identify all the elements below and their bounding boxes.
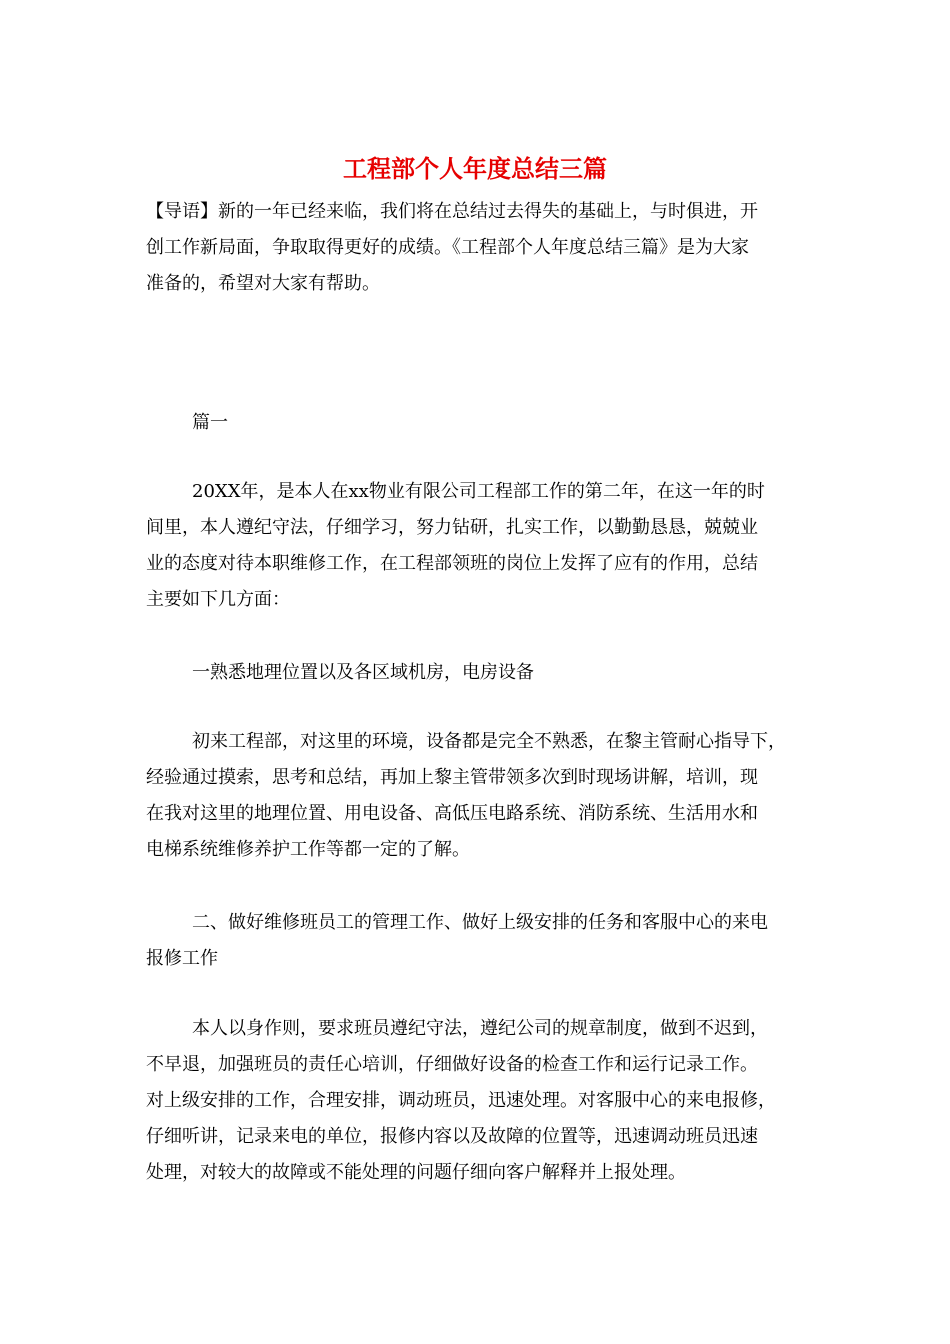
section-label [146,405,806,441]
intro-line: 【导语】新的一年已经来临，我们将在总结过去得失的基础上，与时俱进，开 [146,201,758,222]
paragraph-line: 间里，本人遵纪守法，仔细学习，努力钻研，扎实工作，以勤勤恳恳，兢兢业 [146,517,758,538]
intro-line: 准备的，希望对大家有帮助。 [146,273,380,294]
intro-paragraph [146,194,806,302]
paragraph-line: 主要如下几方面： [146,589,290,610]
paragraph-line: 不早退，加强班员的责任心培训，仔细做好设备的检查工作和运行记录工作。 [146,1054,758,1075]
paragraph-line: 业的态度对待本职维修工作，在工程部领班的岗位上发挥了应有的作用，总结 [146,553,758,574]
paragraph-line: 仔细听讲，记录来电的单位，报修内容以及故障的位置等，迅速调动班员迅速 [146,1126,758,1147]
paragraph-3 [146,724,806,868]
paragraph-1 [146,474,806,618]
paragraph-line: 经验通过摸索，思考和总结，再加上黎主管带领多次到时现场讲解，培训，现 [146,767,758,788]
paragraph-line: 本人以身作则，要求班员遵纪守法，遵纪公司的规章制度，做到不迟到， [192,1018,768,1039]
paragraph-line: 对上级安排的工作，合理安排，调动班员，迅速处理。对客服中心的来电报修， [146,1090,776,1111]
paragraph-line: 初来工程部，对这里的环境，设备都是完全不熟悉，在黎主管耐心指导下， [192,731,786,752]
intro-line: 创工作新局面，争取取得更好的成绩。《工程部个人年度总结三篇》是为大家 [146,237,749,258]
paragraph-line: 20XX年，是本人在xx物业有限公司工程部工作的第二年，在这一年的时 [192,481,765,502]
paragraph-5 [146,1011,806,1191]
paragraph-line: 报修工作 [146,948,218,969]
paragraph-line: 处理，对较大的故障或不能处理的问题仔细向客户解释并上报处理。 [146,1162,686,1183]
paragraph-line: 一熟悉地理位置以及各区域机房，电房设备 [192,662,534,683]
paragraph-2 [146,655,806,691]
paragraph-4 [146,905,806,977]
paragraph-line: 在我对这里的地理位置、用电设备、高低压电路系统、消防系统、生活用水和 [146,803,758,824]
paragraph-line: 电梯系统维修养护工作等都一定的了解。 [146,839,470,860]
document-title: 工程部个人年度总结三篇 [343,154,607,183]
section-heading: 篇一 [192,412,228,433]
paragraph-line: 二、做好维修班员工的管理工作、做好上级安排的任务和客服中心的来电 [192,912,768,933]
